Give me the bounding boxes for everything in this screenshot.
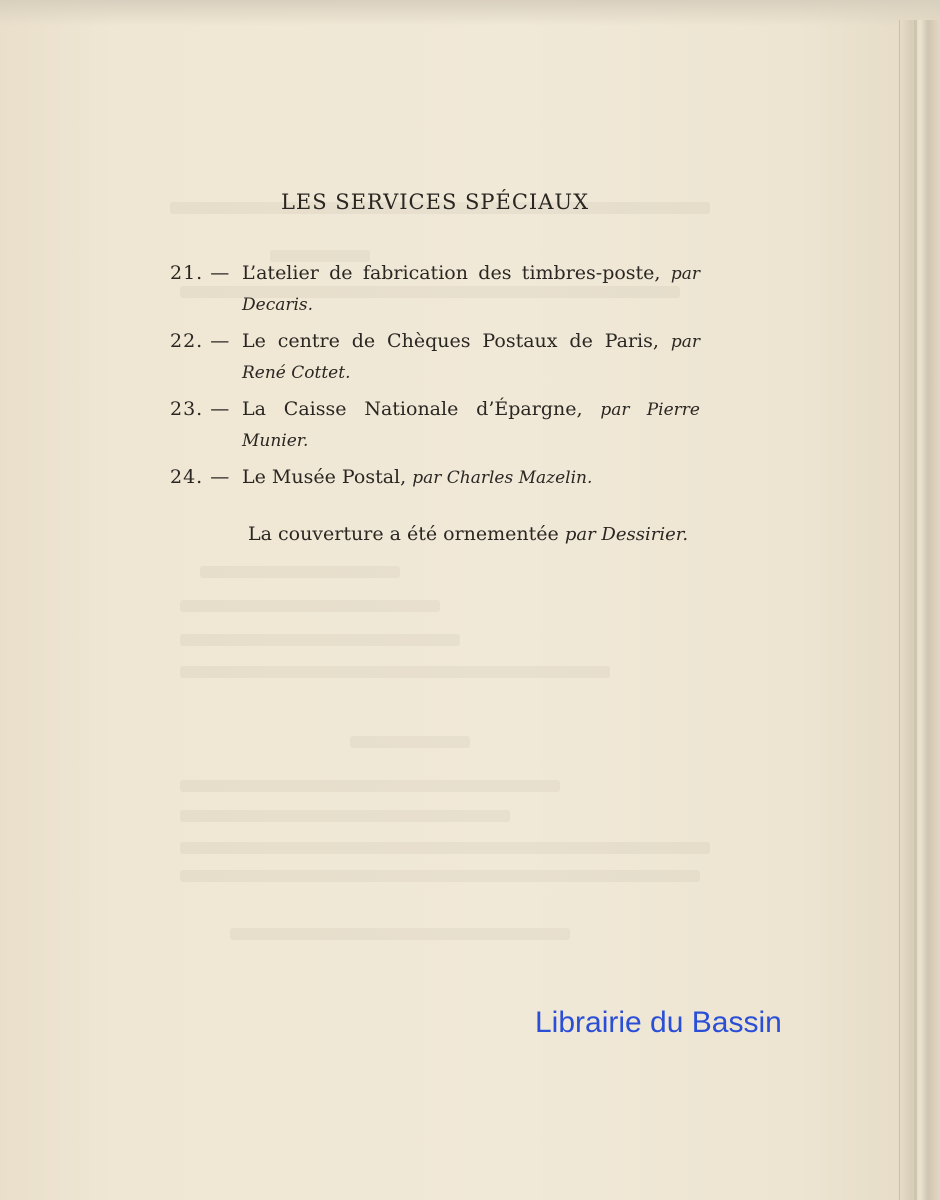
toc-entry-23 [170, 394, 700, 456]
entry-title: Le centre de Chèques Postaux de Paris, [242, 330, 659, 352]
ghost-line [180, 870, 700, 882]
entry-number: 22. — [170, 330, 231, 352]
toc-entry-24 [170, 462, 700, 493]
cover-note-text: La couverture a été ornementée [248, 523, 559, 545]
entry-text [242, 258, 700, 320]
ghost-line [180, 666, 610, 678]
cover-note [170, 519, 700, 550]
entry-text [242, 462, 700, 493]
entry-number: 21. — [170, 262, 231, 284]
toc-entry-22 [170, 326, 700, 388]
cover-note-credit: par Dessirier. [564, 524, 689, 545]
page-edges [899, 20, 940, 1200]
ghost-line [180, 780, 560, 792]
ghost-line [200, 566, 400, 578]
entry-title: Le Musée Postal, [242, 466, 407, 488]
page-top-shadow [0, 0, 940, 26]
ghost-line [180, 600, 440, 612]
entry-title: L’atelier de fabrication des timbres-poste, [242, 262, 661, 284]
section-heading: LES SERVICES SPÉCIAUX [280, 190, 590, 214]
entry-text [242, 394, 700, 456]
entry-credit: par René Cottet. [242, 332, 700, 383]
ghost-line [350, 736, 470, 748]
toc-entry-21 [170, 258, 700, 320]
ghost-line [180, 634, 460, 646]
page-edge-line [914, 20, 917, 1200]
entry-text [242, 326, 700, 388]
entry-credit: par Pierre Munier. [242, 400, 700, 451]
entry-credit: par Decaris. [242, 264, 700, 315]
ghost-line [230, 928, 570, 940]
entry-number: 24. — [170, 466, 231, 488]
entry-title: La Caisse Nationale d’Épargne, [242, 398, 583, 420]
seller-watermark: Librairie du Bassin [535, 1006, 782, 1039]
entry-number: 23. — [170, 398, 231, 420]
entry-credit: par Charles Mazelin. [412, 468, 593, 488]
ghost-line [180, 842, 710, 854]
ghost-line [180, 810, 510, 822]
table-of-contents [170, 190, 700, 550]
